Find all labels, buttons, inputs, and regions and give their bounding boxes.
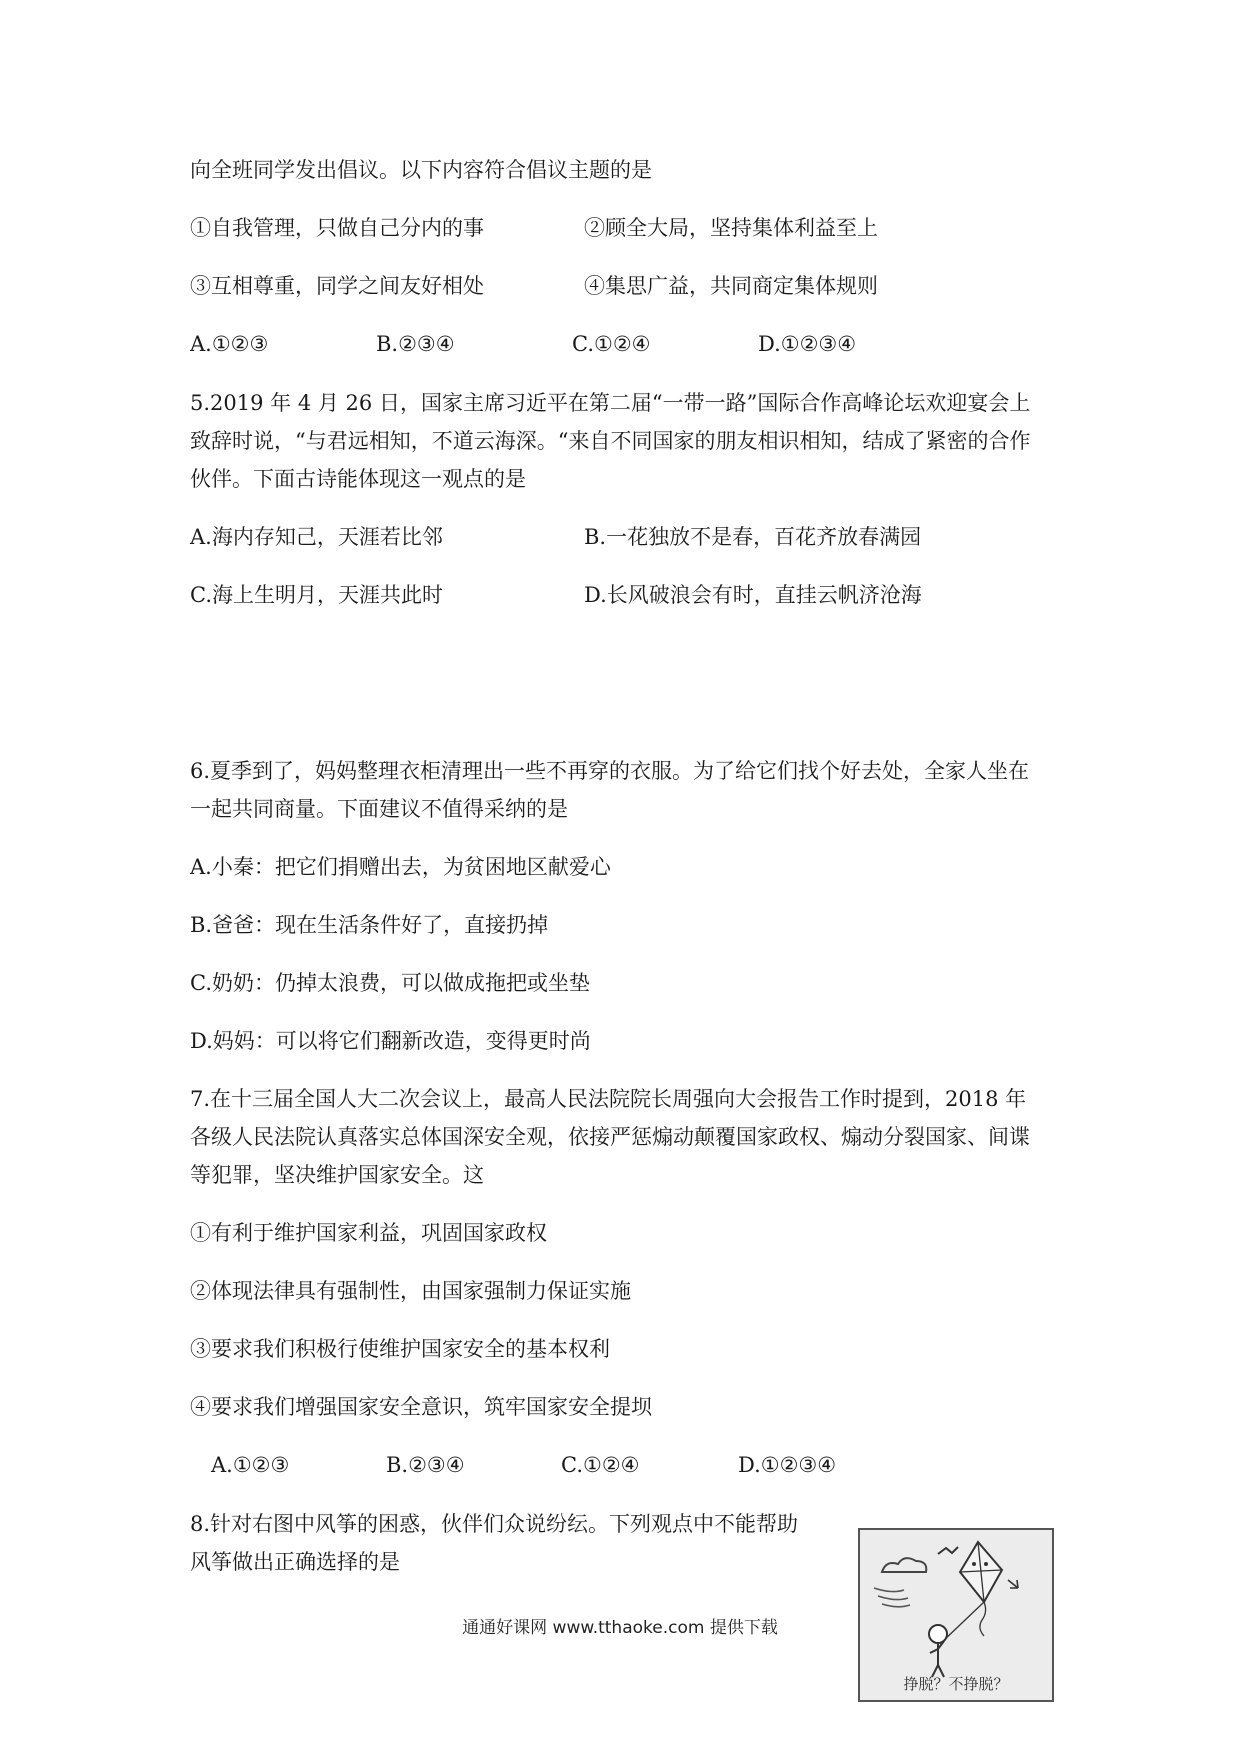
q8-stem-line-2: 风筝做出正确选择的是 — [190, 1550, 400, 1574]
q7-option-b: B.②③④ — [386, 1453, 465, 1477]
q4-option-d: D.①②③④ — [758, 332, 857, 356]
q7-option-d: D.①②③④ — [738, 1453, 837, 1477]
bird-icon — [938, 1547, 958, 1554]
q5-stem-line-1: 5.2019 年 4 月 26 日，国家主席习近平在第二届“一带一路”国际合作高峰论坛欢迎宴会上 — [190, 391, 1031, 415]
q6-option-a: A.小秦：把它们捐赠出去，为贫困地区献爱心 — [190, 855, 611, 879]
q5-option-c: C.海上生明月，天涯共此时 — [190, 583, 443, 607]
q7-stem-line-1: 7.在十三届全国人大二次会议上，最高人民法院院长周强向大会报告工作时提到，2018 年 — [190, 1087, 1027, 1111]
q4-option-b: B.②③④ — [376, 332, 455, 356]
figure-caption: 挣脱？不挣脱？ — [903, 1675, 1009, 1693]
q7-option-c: C.①②④ — [561, 1453, 640, 1477]
q5-stem-line-2: 致辞时说，“与君远相知，不道云海深。“来自不同国家的朋友相识相知，结成了紧密的合作 — [190, 429, 1031, 453]
q5-option-d: D.长风破浪会有时，直挂云帆济沧海 — [584, 583, 922, 607]
q8-stem-line-1: 8.针对右图中风筝的困惑，伙伴们众说纷纭。下列观点中不能帮助 — [190, 1512, 799, 1536]
q7-option-a: A.①②③ — [211, 1453, 290, 1477]
q7-item-2: ②体现法律具有强制性，由国家强制力保证实施 — [190, 1279, 631, 1303]
q4-item-3: ③互相尊重，同学之间友好相处 — [190, 274, 484, 298]
q7-stem-line-2: 各级人民法院认真落实总体国深安全观，依接严惩煽动颠覆国家政权、煽动分裂国家、间谍 — [190, 1125, 1030, 1149]
q4-item-2: ②顾全大局，坚持集体利益至上 — [584, 216, 878, 240]
q4-stem: 向全班同学发出倡议。以下内容符合倡议主题的是 — [190, 158, 652, 182]
q4-item-1: ①自我管理，只做自己分内的事 — [190, 216, 484, 240]
q5-option-a: A.海内存知己，天涯若比邻 — [190, 525, 443, 549]
q4-option-a: A.①②③ — [190, 332, 269, 356]
q4-option-c: C.①②④ — [572, 332, 651, 356]
q6-option-d: D.妈妈：可以将它们翻新改造，变得更时尚 — [190, 1029, 591, 1053]
q7-item-3: ③要求我们积极行使维护国家安全的基本权利 — [190, 1337, 610, 1361]
q7-item-4: ④要求我们增强国家安全意识，筑牢国家安全提坝 — [190, 1395, 652, 1419]
wind-lines-icon — [874, 1588, 904, 1592]
q5-stem-line-3: 伙伴。下面古诗能体现这一观点的是 — [190, 467, 526, 491]
q5-option-b: B.一花独放不是春，百花齐放春满园 — [584, 525, 922, 549]
cloud-icon — [882, 1558, 926, 1572]
q6-option-c: C.奶奶：仍掉太浪费，可以做成拖把或坐垫 — [190, 971, 590, 995]
page-footer: 通通好课网 www.tthaoke.com 提供下载 — [462, 1618, 778, 1638]
q6-stem-line-1: 6.夏季到了，妈妈整理衣柜清理出一些不再穿的衣服。为了给它们找个好去处，全家人坐在 — [190, 759, 1030, 783]
q4-item-4: ④集思广益，共同商定集体规则 — [584, 274, 878, 298]
q6-option-b: B.爸爸：现在生活条件好了，直接扔掉 — [190, 913, 549, 937]
q7-item-1: ①有利于维护国家利益，巩固国家政权 — [190, 1221, 547, 1245]
q6-stem-line-2: 一起共同商量。下面建议不值得采纳的是 — [190, 797, 568, 821]
q7-stem-line-3: 等犯罪，坚决维护国家安全。这 — [190, 1163, 484, 1187]
